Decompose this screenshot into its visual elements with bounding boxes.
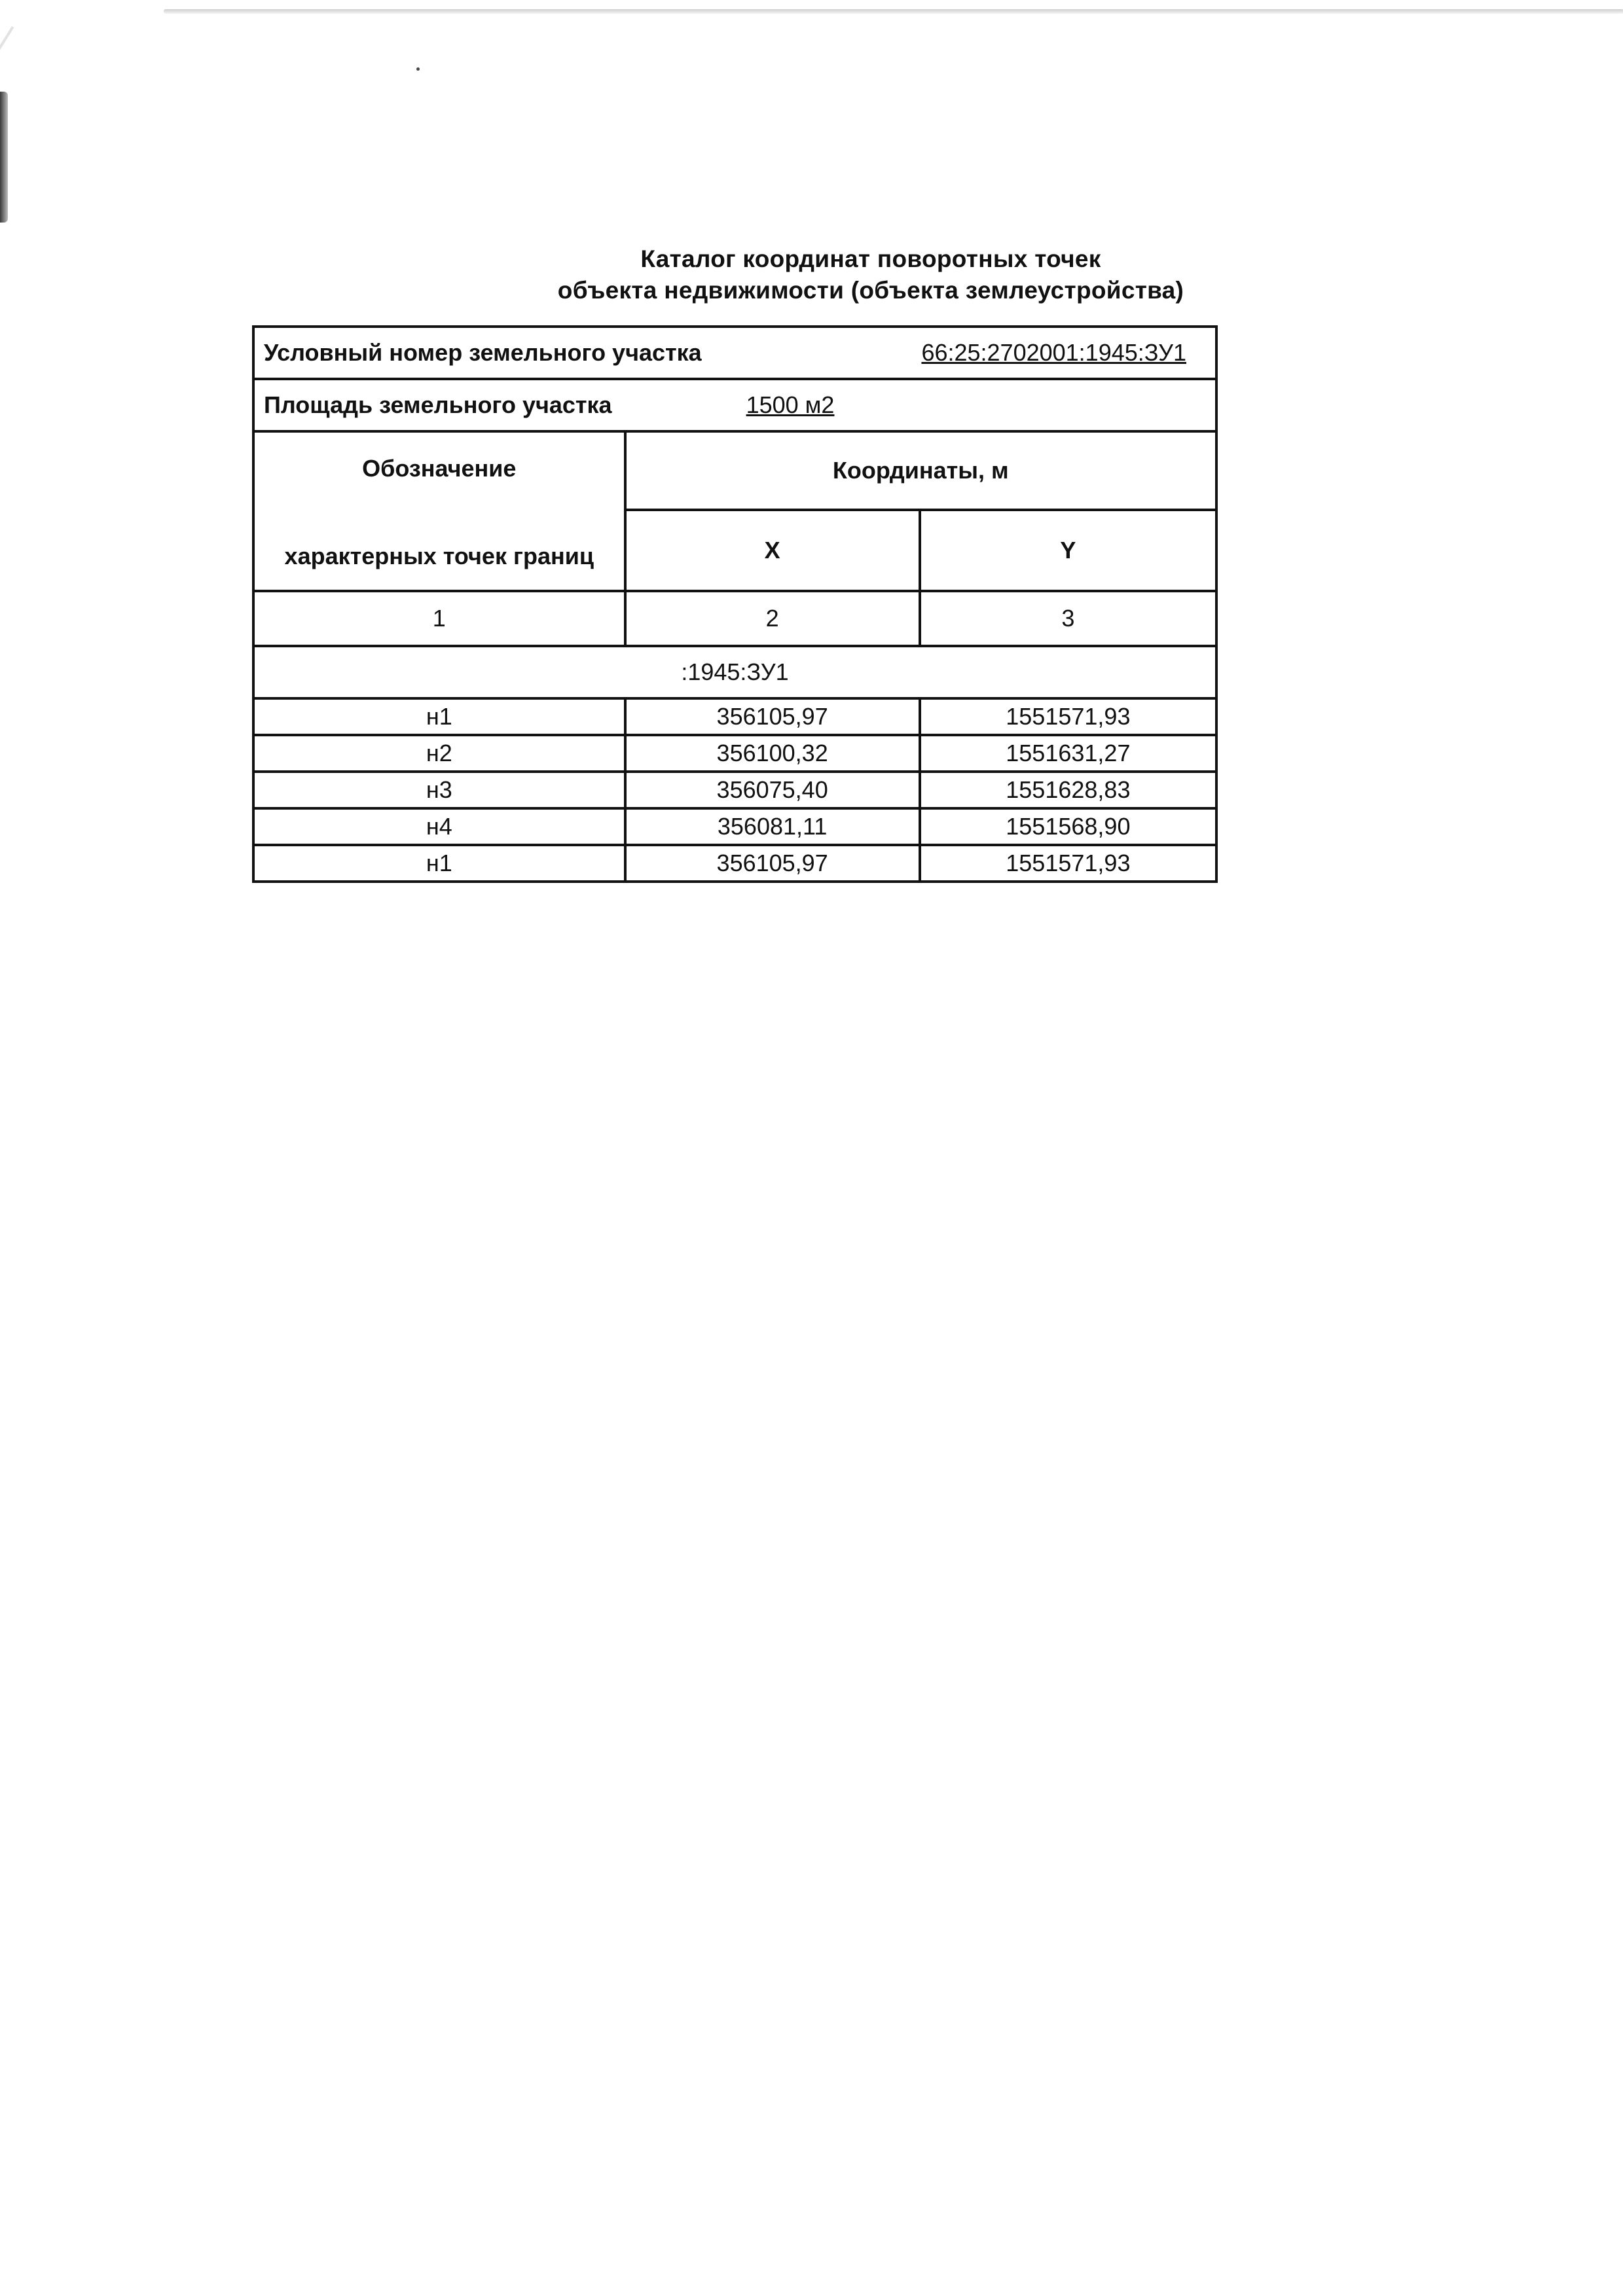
parcel-area-value: 1500 м2 [746, 391, 835, 418]
section-row [253, 646, 1216, 698]
point-x: 356100,32 [625, 735, 920, 772]
header-row-coordinates [253, 431, 1216, 510]
scan-top-edge [164, 9, 1623, 14]
table-row [253, 772, 1216, 808]
parcel-number-label: Условный номер земельного участка [264, 339, 702, 366]
point-designation: н4 [253, 808, 625, 845]
scan-left-edge [0, 92, 8, 223]
parcel-area-row [253, 379, 1216, 431]
table-row [253, 845, 1216, 882]
designation-header-cell [253, 431, 625, 591]
point-designation: н2 [253, 735, 625, 772]
title-line-2: объекта недвижимости (объекта землеустройства) [557, 277, 1184, 304]
point-designation: н1 [253, 845, 625, 882]
column-number: 3 [920, 591, 1216, 646]
coordinates-header: Координаты, м [625, 431, 1216, 510]
title-line-1: Каталог координат поворотных точек [640, 245, 1101, 272]
point-x: 356105,97 [625, 698, 920, 735]
designation-header-line-2: характерных точек границ [284, 543, 594, 569]
table-row [253, 698, 1216, 735]
parcel-number-value: 66:25:2702001:1945:ЗУ1 [921, 339, 1186, 366]
section-label: :1945:ЗУ1 [253, 646, 1216, 698]
point-y: 1551568,90 [920, 808, 1216, 845]
point-designation: н1 [253, 698, 625, 735]
y-header: Y [920, 510, 1216, 591]
column-number: 1 [253, 591, 625, 646]
column-numbers-row [253, 591, 1216, 646]
coordinates-table [252, 325, 1218, 883]
document-title [458, 243, 1283, 306]
parcel-number-row [253, 327, 1216, 379]
point-x: 356081,11 [625, 808, 920, 845]
point-x: 356105,97 [625, 845, 920, 882]
point-y: 1551571,93 [920, 845, 1216, 882]
point-x: 356075,40 [625, 772, 920, 808]
x-header: X [625, 510, 920, 591]
point-y: 1551631,27 [920, 735, 1216, 772]
point-y: 1551571,93 [920, 698, 1216, 735]
table-row [253, 735, 1216, 772]
table-row [253, 808, 1216, 845]
designation-header-line-1: Обозначение [362, 455, 517, 482]
point-y: 1551628,83 [920, 772, 1216, 808]
point-designation: н3 [253, 772, 625, 808]
parcel-area-label: Площадь земельного участка [264, 391, 612, 418]
scan-speck [416, 67, 420, 71]
column-number: 2 [625, 591, 920, 646]
